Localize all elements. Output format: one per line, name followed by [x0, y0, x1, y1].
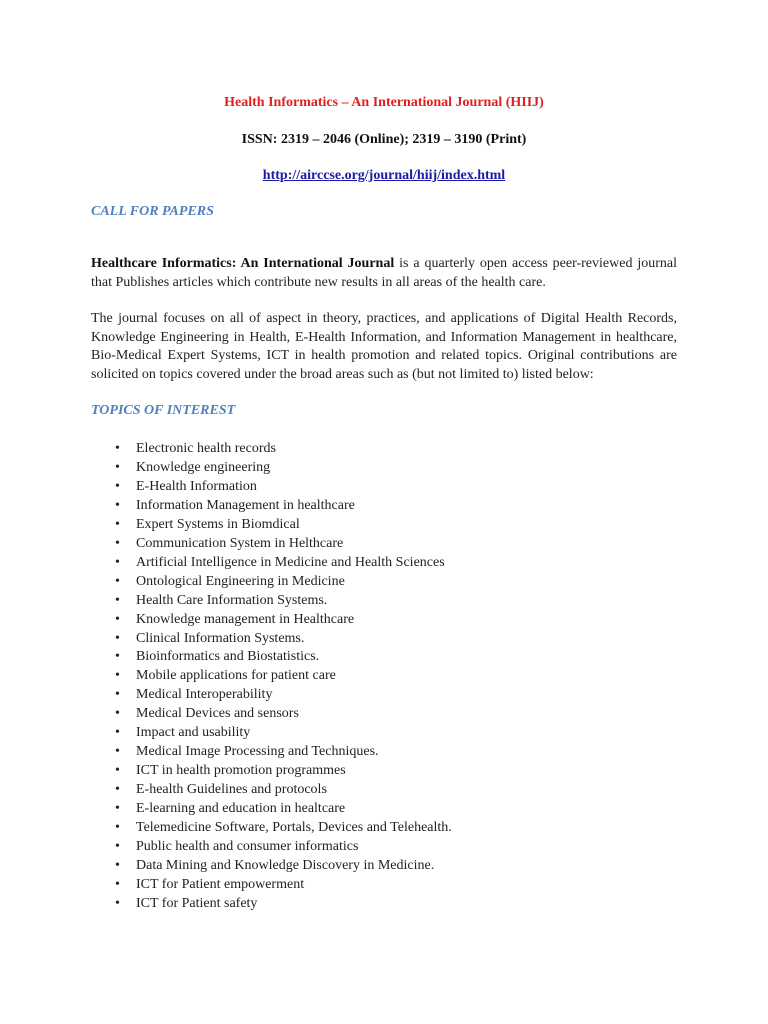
topic-list-item [91, 686, 452, 705]
topic-list-item [91, 724, 452, 743]
topic-label: ICT in health promotion programmes [136, 763, 346, 779]
issn-line: ISSN: 2319 – 2046 (Online); 2319 – 3190 (Print) [241, 132, 527, 147]
topic-list-item [91, 440, 452, 459]
topic-label: Public health and consumer informatics [136, 839, 359, 855]
topic-label: E-health Guidelines and protocols [136, 782, 327, 798]
topic-list-item [91, 743, 452, 762]
topic-list-item [91, 819, 452, 838]
topic-list-item [91, 648, 452, 667]
topic-label: Communication System in Helthcare [136, 535, 344, 551]
bullet-icon: • [115, 497, 120, 513]
topic-label: Clinical Information Systems. [136, 630, 305, 646]
bullet-icon: • [115, 535, 120, 551]
bullet-icon: • [115, 611, 120, 627]
bullet-icon: • [115, 668, 120, 684]
topic-label: Medical Devices and sensors [136, 706, 299, 722]
bullet-icon: • [115, 876, 120, 892]
bullet-icon: • [115, 857, 120, 873]
focus-paragraph: The journal focuses on all of aspect in theory, practices, and applications of Digital Health Records, Knowledge Engineering in Health, E-Health Information, and Information Management in healthcare, Bio-Medical Expert Systems, ICT in health promotion and related topics. Original contributions are solicited on topics covered under the broad areas such as (but not limited to) listed below: [91, 311, 677, 382]
topic-list-item [91, 497, 452, 516]
topic-list-item [91, 838, 452, 857]
call-for-papers-heading: CALL FOR PAPERS [91, 204, 214, 219]
topic-list-item [91, 705, 452, 724]
topic-list-item [91, 800, 452, 819]
intro-text: is a quarterly open access peer-reviewed journal that Publishes articles which contribute new results in all areas of the health care. [91, 256, 677, 290]
topic-list-item [91, 667, 452, 686]
topic-list-item [91, 554, 452, 573]
bullet-icon: • [115, 478, 120, 494]
topic-list-item [91, 611, 452, 630]
topic-list-item [91, 762, 452, 781]
topic-label: Telemedicine Software, Portals, Devices and Telehealth. [136, 820, 452, 836]
bullet-icon: • [115, 782, 120, 798]
bullet-icon: • [115, 459, 120, 475]
topic-label: Data Mining and Knowledge Discovery in Medicine. [136, 857, 435, 873]
topic-list-item [91, 573, 452, 592]
topic-list-item [91, 516, 452, 535]
topics-of-interest-heading: TOPICS OF INTEREST [91, 403, 236, 418]
topic-list-item [91, 857, 452, 876]
bullet-icon: • [115, 801, 120, 817]
topic-list-item [91, 630, 452, 649]
journal-name-bold: Healthcare Informatics: An International Journal [91, 256, 395, 271]
bullet-icon: • [115, 441, 120, 456]
journal-title: Health Informatics – An International Journal (HIIJ) [224, 95, 544, 110]
topic-label: E-learning and education in healtcare [136, 801, 346, 817]
topics-list [91, 440, 452, 914]
topic-label: Medical Interoperability [136, 687, 273, 703]
topic-list-item [91, 535, 452, 554]
intro-paragraph [91, 255, 677, 292]
topic-label: Information Management in healthcare [136, 497, 355, 513]
topic-label: Medical Image Processing and Techniques. [136, 744, 379, 760]
topic-label: Health Care Information Systems. [136, 592, 328, 608]
topic-label: Knowledge management in Healthcare [136, 611, 355, 627]
topic-list-item [91, 781, 452, 800]
bullet-icon: • [115, 895, 120, 911]
bullet-icon: • [115, 516, 120, 532]
bullet-icon: • [115, 573, 120, 589]
topic-label: Expert Systems in Biomdical [136, 516, 300, 532]
topic-label: Electronic health records [136, 441, 276, 456]
topic-list-item [91, 876, 452, 895]
topic-list-item [91, 478, 452, 497]
topic-list-item [91, 592, 452, 611]
bullet-icon: • [115, 725, 120, 741]
journal-url-link[interactable]: http://airccse.org/journal/hiij/index.html [262, 168, 506, 183]
bullet-icon: • [115, 687, 120, 703]
topic-label: ICT for Patient safety [136, 895, 258, 911]
bullet-icon: • [115, 839, 120, 855]
bullet-icon: • [115, 744, 120, 760]
bullet-icon: • [115, 592, 120, 608]
topic-label: Mobile applications for patient care [136, 668, 336, 684]
topic-label: Artificial Intelligence in Medicine and Health Sciences [136, 554, 445, 570]
topic-list-item [91, 459, 452, 478]
topic-label: Impact and usability [136, 725, 251, 741]
topic-label: Ontological Engineering in Medicine [136, 573, 345, 589]
bullet-icon: • [115, 820, 120, 836]
topic-list-item [91, 895, 452, 914]
topic-label: E-Health Information [136, 478, 257, 494]
bullet-icon: • [115, 649, 120, 665]
bullet-icon: • [115, 630, 120, 646]
topic-label: Knowledge engineering [136, 459, 271, 475]
topic-label: ICT for Patient empowerment [136, 876, 305, 892]
topic-label: Bioinformatics and Biostatistics. [136, 649, 320, 665]
bullet-icon: • [115, 763, 120, 779]
bullet-icon: • [115, 706, 120, 722]
bullet-icon: • [115, 554, 120, 570]
